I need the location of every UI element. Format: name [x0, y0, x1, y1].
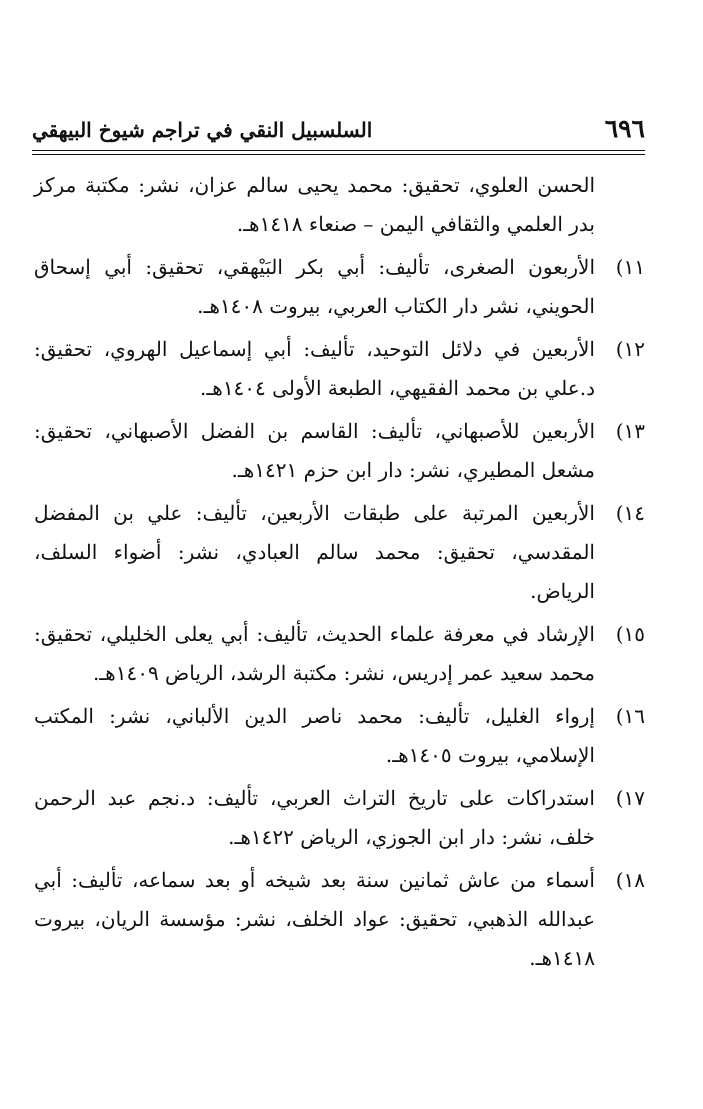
entry-text: الأربعين المرتبة على طبقات الأربعين، تأليف: علي بن المفضل المقدسي، تحقيق: محمد سالم العبادي، نشر: أضواء السلف، الرياض.	[34, 501, 595, 603]
entry-number: ١٢)	[615, 337, 645, 361]
page-header	[32, 112, 645, 148]
entry-text: أسماء من عاش ثمانين سنة بعد شيخه أو بعد سماعه، تأليف: أبي عبدالله الذهبي، تحقيق: عواد الخلف، نشر: مؤسسة الريان، بيروت ١٤١٨هـ.	[34, 868, 595, 970]
list-item	[34, 861, 645, 978]
list-item	[34, 779, 645, 857]
entry-text: الأربعون الصغرى، تأليف: أبي بكر البَيْهقي، تحقيق: أبي إسحاق الحويني، نشر دار الكتاب العربي، بيروت ١٤٠٨هـ.	[34, 255, 595, 318]
bibliography-list	[34, 166, 645, 982]
header-rule-thin	[32, 150, 645, 151]
list-item	[34, 330, 645, 408]
entry-text: إرواء الغليل، تأليف: محمد ناصر الدين الألباني، نشر: المكتب الإسلامي، بيروت ١٤٠٥هـ.	[34, 704, 595, 767]
entry-text: استدراكات على تاريخ التراث العربي، تأليف: د.نجم عبد الرحمن خلف، نشر: دار ابن الجوزي، الرياض ١٤٢٢هـ.	[34, 786, 595, 849]
entry-text: الأربعين للأصبهاني، تأليف: القاسم بن الفضل الأصبهاني، تحقيق: مشعل المطيري، نشر: دار ابن حزم ١٤٢١هـ.	[34, 419, 595, 482]
entry-text: الإرشاد في معرفة علماء الحديث، تأليف: أبي يعلى الخليلي، تحقيق: محمد سعيد عمر إدريس، نشر: مكتبة الرشد، الرياض ١٤٠٩هـ.	[34, 622, 595, 685]
list-item	[34, 494, 645, 611]
entry-number: ١٧)	[615, 786, 645, 810]
entry-number: ١٥)	[615, 622, 645, 646]
entry-number: ١٨)	[615, 868, 645, 892]
entry-number: ١٣)	[615, 419, 645, 443]
list-item	[34, 412, 645, 490]
list-item	[34, 248, 645, 326]
list-item	[34, 697, 645, 775]
entry-text: الحسن العلوي، تحقيق: محمد يحيى سالم عزان، نشر: مكتبة مركز بدر العلمي والثقافي اليمن – صنعاء ١٤١٨هـ.	[34, 173, 595, 236]
list-item	[34, 166, 645, 244]
entry-number: ١٤)	[615, 501, 645, 525]
page-number: ٦٩٦	[604, 114, 645, 143]
running-title: السلسبيل النقي في تراجم شيوخ البيهقي	[32, 118, 373, 142]
list-item	[34, 615, 645, 693]
entry-text: الأربعين في دلائل التوحيد، تأليف: أبي إسماعيل الهروي، تحقيق: د.علي بن محمد الفقيهي، الطبعة الأولى ١٤٠٤هـ.	[34, 337, 595, 400]
header-rule-thick	[32, 154, 645, 155]
entry-number: ١٦)	[615, 704, 645, 728]
entry-number: ١١)	[615, 255, 645, 279]
